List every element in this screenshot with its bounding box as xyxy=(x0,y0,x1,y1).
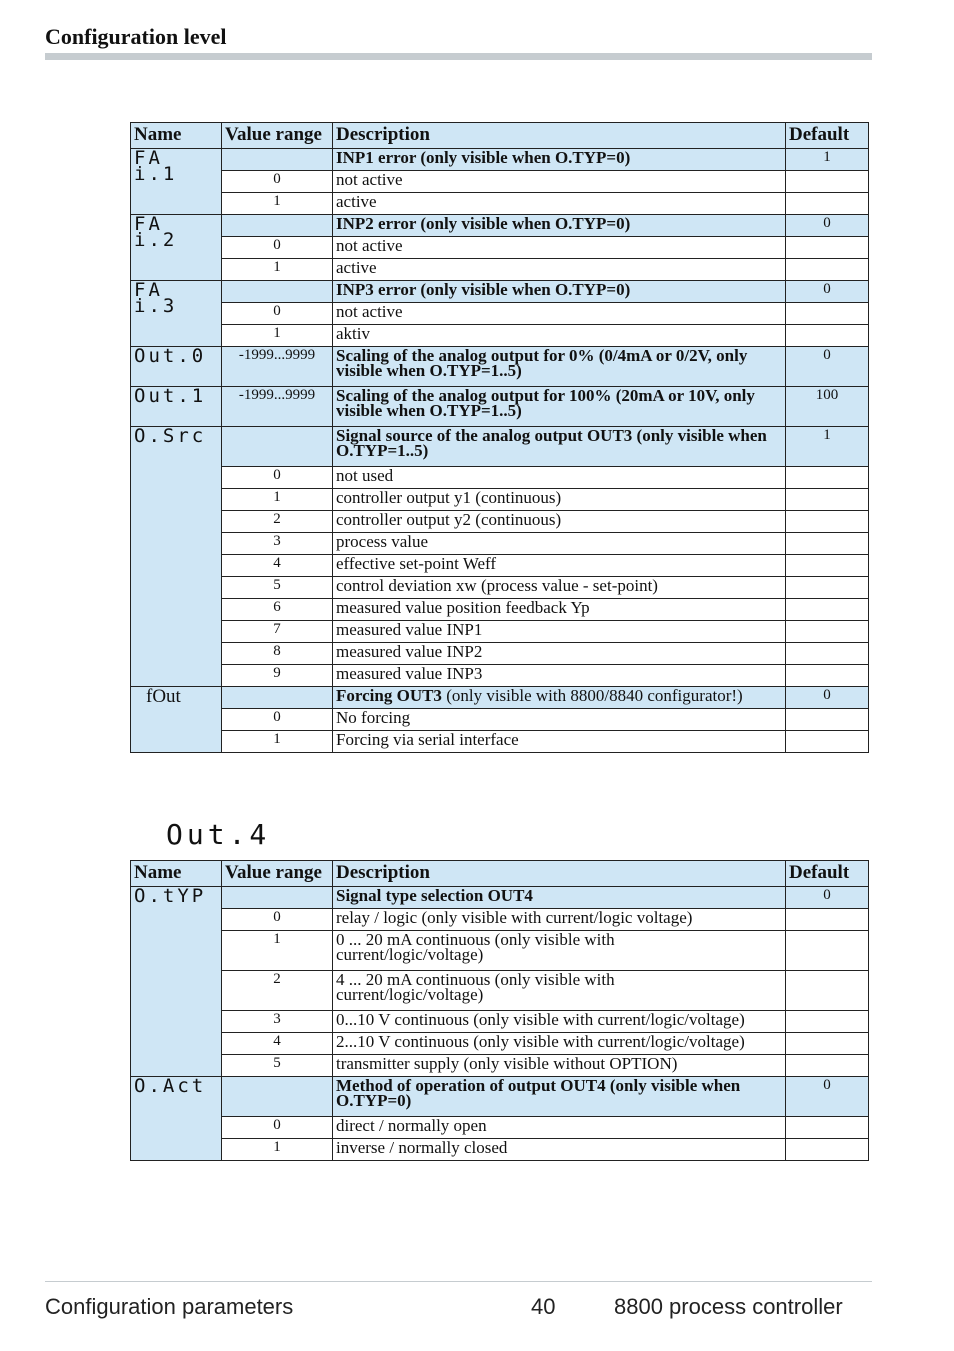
default-cell xyxy=(786,709,869,731)
range-cell xyxy=(222,281,333,303)
range-cell: 1 xyxy=(222,325,333,347)
range-cell: 1 xyxy=(222,731,333,753)
table-row xyxy=(131,303,869,325)
range-cell xyxy=(222,149,333,171)
footer-rule xyxy=(45,1281,872,1282)
table-row xyxy=(131,237,869,259)
range-cell: 1 xyxy=(222,489,333,511)
default-cell xyxy=(786,489,869,511)
range-cell: 5 xyxy=(222,577,333,599)
default-cell xyxy=(786,1033,869,1055)
table-row xyxy=(131,259,869,281)
default-cell xyxy=(786,621,869,643)
table-row xyxy=(131,887,869,909)
param-name: O.Src xyxy=(134,426,207,447)
default-cell xyxy=(786,1011,869,1033)
table-row xyxy=(131,1077,869,1117)
table-row xyxy=(131,149,869,171)
default-cell: 0 xyxy=(786,887,869,909)
description-cell xyxy=(333,149,786,171)
range-cell: 0 xyxy=(222,709,333,731)
range-cell: 2 xyxy=(222,971,333,1011)
description-cell: relay / logic (only visible with current/logic voltage) xyxy=(333,909,786,931)
default-cell xyxy=(786,237,869,259)
description-cell: measured value INP2 xyxy=(333,643,786,665)
column-header-default: Default xyxy=(786,861,869,887)
table-row xyxy=(131,281,869,303)
range-cell xyxy=(222,1077,333,1117)
range-cell: -1999...9999 xyxy=(222,387,333,427)
table-row xyxy=(131,489,869,511)
range-cell: 0 xyxy=(222,171,333,193)
range-cell: 7 xyxy=(222,621,333,643)
footer-product-name: 8800 process controller xyxy=(614,1294,843,1319)
page-header-title: Configuration level xyxy=(45,24,227,49)
column-header-range: Value range xyxy=(222,861,333,887)
description-cell: control deviation xw (process value - set-point) xyxy=(333,577,786,599)
param-name-cell xyxy=(131,215,222,281)
default-cell xyxy=(786,599,869,621)
description-rest: (only visible with 8800/8840 configurator!) xyxy=(441,686,743,705)
range-cell: 1 xyxy=(222,931,333,971)
default-cell xyxy=(786,193,869,215)
range-cell: 0 xyxy=(222,467,333,489)
description-cell: active xyxy=(333,259,786,281)
description-bold: Scaling of the analog output for 0% (0/4mA or 0/2V, only visible when O.TYP=1..5) xyxy=(336,346,748,380)
description-cell: not active xyxy=(333,171,786,193)
table-row xyxy=(131,387,869,427)
default-cell xyxy=(786,303,869,325)
description-cell: measured value INP3 xyxy=(333,665,786,687)
table-row xyxy=(131,467,869,489)
table-row xyxy=(131,643,869,665)
parameter-table-1 xyxy=(130,122,869,753)
range-cell: 2 xyxy=(222,511,333,533)
range-cell: 4 xyxy=(222,1033,333,1055)
description-cell xyxy=(333,1077,786,1117)
header-rule xyxy=(45,53,872,60)
range-cell: 1 xyxy=(222,1139,333,1161)
table-row xyxy=(131,427,869,467)
description-bold: INP1 error (only visible when O.TYP=0) xyxy=(336,148,631,167)
description-cell: not active xyxy=(333,303,786,325)
description-cell: 0...10 V continuous (only visible with current/logic/voltage) xyxy=(333,1011,786,1033)
table-row xyxy=(131,1055,869,1077)
param-name: FA i.2 xyxy=(134,214,178,251)
column-header-description: Description xyxy=(333,123,786,149)
description-cell: active xyxy=(333,193,786,215)
table-row xyxy=(131,909,869,931)
range-cell xyxy=(222,887,333,909)
table-header-row xyxy=(131,861,869,887)
footer-page-number: 40 xyxy=(531,1294,556,1319)
default-cell xyxy=(786,665,869,687)
parameter-table-2 xyxy=(130,860,869,1161)
column-header-range: Value range xyxy=(222,123,333,149)
description-cell: Forcing via serial interface xyxy=(333,731,786,753)
range-cell: 0 xyxy=(222,1117,333,1139)
description-cell xyxy=(333,387,786,427)
default-cell xyxy=(786,1117,869,1139)
description-cell: 2...10 V continuous (only visible with current/logic/voltage) xyxy=(333,1033,786,1055)
param-name-cell xyxy=(131,1077,222,1161)
param-name: FA i.1 xyxy=(134,148,178,185)
range-cell: 8 xyxy=(222,643,333,665)
description-cell: not active xyxy=(333,237,786,259)
range-cell xyxy=(222,427,333,467)
description-cell: measured value INP1 xyxy=(333,621,786,643)
description-bold: Scaling of the analog output for 100% (20mA or 10V, only visible when O.TYP=1..5) xyxy=(336,386,755,420)
description-cell: aktiv xyxy=(333,325,786,347)
default-cell xyxy=(786,971,869,1011)
table-header-row xyxy=(131,123,869,149)
description-cell: transmitter supply (only visible without OPTION) xyxy=(333,1055,786,1077)
range-cell: 5 xyxy=(222,1055,333,1077)
table-row xyxy=(131,215,869,237)
param-name: fOut xyxy=(146,686,181,707)
default-cell xyxy=(786,931,869,971)
section-label-out4: Out.4 xyxy=(166,818,271,851)
default-cell: 0 xyxy=(786,687,869,709)
description-cell: controller output y2 (continuous) xyxy=(333,511,786,533)
range-cell: 3 xyxy=(222,1011,333,1033)
range-cell: 3 xyxy=(222,533,333,555)
default-cell xyxy=(786,511,869,533)
description-bold: Signal type selection OUT4 xyxy=(336,886,533,905)
default-cell: 100 xyxy=(786,387,869,427)
description-cell xyxy=(333,427,786,467)
description-cell xyxy=(333,347,786,387)
default-cell: 0 xyxy=(786,281,869,303)
default-cell: 0 xyxy=(786,347,869,387)
table-row xyxy=(131,577,869,599)
param-name-cell xyxy=(131,427,222,687)
table-row xyxy=(131,931,869,971)
table-row xyxy=(131,687,869,709)
range-cell: -1999...9999 xyxy=(222,347,333,387)
table-row xyxy=(131,1033,869,1055)
default-cell xyxy=(786,533,869,555)
footer-section-title: Configuration parameters xyxy=(45,1294,294,1319)
default-cell xyxy=(786,171,869,193)
description-bold: Signal source of the analog output OUT3 (only visible when O.TYP=1..5) xyxy=(336,426,767,460)
column-header-description: Description xyxy=(333,861,786,887)
range-cell: 1 xyxy=(222,259,333,281)
table-row xyxy=(131,1117,869,1139)
table-row xyxy=(131,511,869,533)
default-cell xyxy=(786,909,869,931)
description-cell: inverse / normally closed xyxy=(333,1139,786,1161)
param-name: O.Act xyxy=(134,1076,207,1097)
table-row xyxy=(131,555,869,577)
table-row xyxy=(131,1139,869,1161)
default-cell xyxy=(786,643,869,665)
param-name-cell xyxy=(131,387,222,427)
range-cell: 0 xyxy=(222,237,333,259)
description-cell: measured value position feedback Yp xyxy=(333,599,786,621)
description-cell: not used xyxy=(333,467,786,489)
range-cell: 0 xyxy=(222,909,333,931)
param-name: Out.0 xyxy=(134,346,207,367)
description-cell: 0 ... 20 mA continuous (only visible with current/logic/voltage) xyxy=(333,931,786,971)
description-cell: 4 ... 20 mA continuous (only visible with current/logic/voltage) xyxy=(333,971,786,1011)
default-cell xyxy=(786,467,869,489)
description-bold: Forcing OUT3 xyxy=(336,686,442,705)
description-cell: direct / normally open xyxy=(333,1117,786,1139)
range-cell xyxy=(222,215,333,237)
param-name-cell xyxy=(131,149,222,215)
description-cell xyxy=(333,281,786,303)
range-cell: 9 xyxy=(222,665,333,687)
table-row xyxy=(131,193,869,215)
range-cell xyxy=(222,687,333,709)
param-name-cell xyxy=(131,347,222,387)
table-row xyxy=(131,533,869,555)
description-cell: effective set-point Weff xyxy=(333,555,786,577)
range-cell: 0 xyxy=(222,303,333,325)
table-row xyxy=(131,347,869,387)
table-row xyxy=(131,665,869,687)
description-bold: Method of operation of output OUT4 (only visible when O.TYP=0) xyxy=(336,1076,741,1110)
description-cell: controller output y1 (continuous) xyxy=(333,489,786,511)
default-cell xyxy=(786,1055,869,1077)
table-row xyxy=(131,599,869,621)
param-name: Out.1 xyxy=(134,386,207,407)
default-cell xyxy=(786,259,869,281)
description-cell: process value xyxy=(333,533,786,555)
default-cell xyxy=(786,325,869,347)
description-bold: INP3 error (only visible when O.TYP=0) xyxy=(336,280,631,299)
default-cell xyxy=(786,731,869,753)
range-cell: 1 xyxy=(222,193,333,215)
column-header-name: Name xyxy=(131,123,222,149)
column-header-default: Default xyxy=(786,123,869,149)
description-bold: INP2 error (only visible when O.TYP=0) xyxy=(336,214,631,233)
param-name-cell xyxy=(131,887,222,1077)
table-row xyxy=(131,971,869,1011)
table-row xyxy=(131,171,869,193)
param-name-cell xyxy=(131,281,222,347)
default-cell xyxy=(786,577,869,599)
column-header-name: Name xyxy=(131,861,222,887)
table-row xyxy=(131,1011,869,1033)
default-cell: 1 xyxy=(786,149,869,171)
description-cell xyxy=(333,215,786,237)
description-cell xyxy=(333,887,786,909)
table-row xyxy=(131,709,869,731)
range-cell: 6 xyxy=(222,599,333,621)
table-row xyxy=(131,731,869,753)
param-name-cell xyxy=(131,687,222,753)
default-cell: 0 xyxy=(786,1077,869,1117)
range-cell: 4 xyxy=(222,555,333,577)
table-row xyxy=(131,621,869,643)
default-cell: 0 xyxy=(786,215,869,237)
default-cell: 1 xyxy=(786,427,869,467)
default-cell xyxy=(786,1139,869,1161)
description-cell xyxy=(333,687,786,709)
table-row xyxy=(131,325,869,347)
default-cell xyxy=(786,555,869,577)
param-name: FA i.3 xyxy=(134,280,178,317)
param-name: O.tYP xyxy=(134,886,207,907)
description-cell: No forcing xyxy=(333,709,786,731)
